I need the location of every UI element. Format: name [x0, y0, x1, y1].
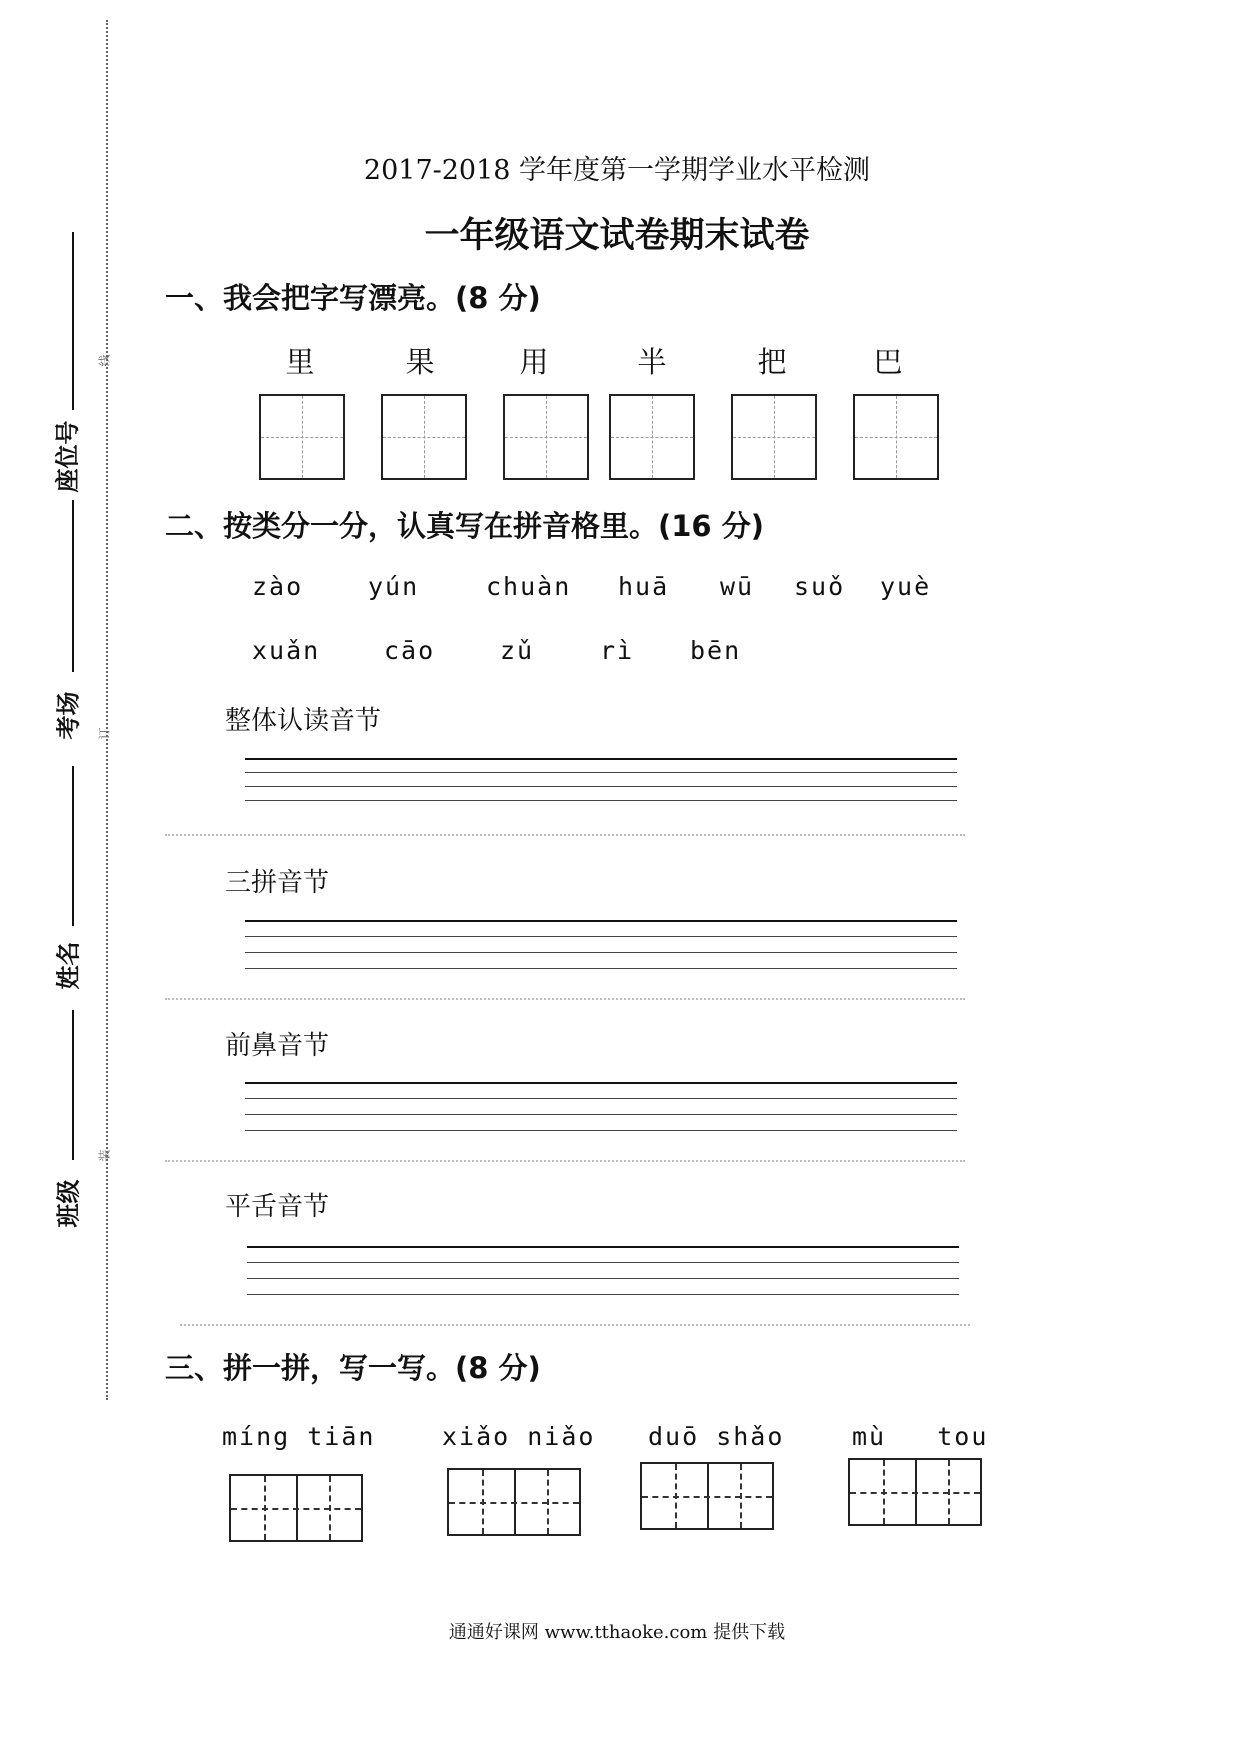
dotted-divider — [165, 834, 965, 836]
category-label: 前鼻音节 — [225, 1031, 330, 1061]
writing-grid-box[interactable] — [853, 394, 939, 480]
pinyin-syllable: huā — [618, 572, 670, 601]
writing-grid-box[interactable] — [259, 394, 345, 480]
dotted-divider — [165, 998, 965, 1000]
word-writing-grid[interactable] — [229, 1474, 363, 1542]
writing-grid-box[interactable] — [503, 394, 589, 480]
pinyin-syllable: chuàn — [486, 572, 572, 601]
footer-text: 通通好课网 www.tthaoke.com 提供下载 — [448, 1622, 786, 1643]
pinyin-word: míng tiān — [222, 1422, 376, 1451]
pinyin-writing-lines[interactable] — [245, 920, 957, 976]
pinyin-word: xiǎo niǎo — [442, 1422, 596, 1451]
pinyin-syllable: yún — [368, 572, 420, 601]
pinyin-writing-lines[interactable] — [247, 1246, 959, 1302]
dotted-divider — [180, 1324, 970, 1326]
category-label: 整体认读音节 — [225, 706, 382, 736]
exam-room-line — [72, 500, 74, 672]
name-label: 姓名 — [54, 941, 83, 990]
name-line — [72, 766, 74, 926]
category-label: 三拼音节 — [225, 868, 330, 898]
seat-number-line — [72, 232, 74, 410]
char-label: 里 — [285, 345, 315, 379]
word-writing-grid[interactable] — [447, 1468, 581, 1536]
writing-grid-box[interactable] — [731, 394, 817, 480]
seat-number-label: 座位号 — [53, 420, 82, 493]
pinyin-syllable: yuè — [880, 572, 932, 601]
section1-heading: 一、我会把字写漂亮。(8 分) — [165, 281, 541, 315]
cut-mark-zhuang: 装 — [97, 1149, 112, 1162]
exam-subtitle: 2017-2018 学年度第一学期学业水平检测 — [363, 155, 871, 186]
dotted-divider — [165, 1160, 965, 1162]
pinyin-syllable: wū — [720, 572, 755, 601]
word-writing-grid[interactable] — [848, 1458, 982, 1526]
category-label: 平舌音节 — [225, 1192, 330, 1222]
pinyin-writing-lines[interactable] — [245, 758, 957, 814]
pinyin-syllable: xuǎn — [252, 636, 321, 665]
section2-heading: 二、按类分一分，认真写在拼音格里。(16 分) — [165, 509, 764, 543]
pinyin-syllable: rì — [600, 636, 635, 665]
pinyin-writing-lines[interactable] — [245, 1082, 957, 1138]
char-label: 巴 — [873, 345, 903, 379]
char-label: 用 — [519, 345, 549, 379]
pinyin-syllable: cāo — [384, 636, 436, 665]
pinyin-syllable: zǔ — [500, 636, 535, 665]
class-line — [72, 1010, 74, 1160]
char-label: 果 — [405, 345, 435, 379]
cut-mark-ding: 订 — [97, 727, 112, 740]
pinyin-word: mù tou — [852, 1422, 989, 1451]
pinyin-syllable: suǒ — [794, 572, 846, 601]
section3-heading: 三、拼一拼，写一写。(8 分) — [165, 1351, 541, 1385]
char-label: 把 — [757, 345, 787, 379]
class-label: 班级 — [54, 1179, 83, 1228]
exam-room-label: 考场 — [54, 691, 83, 740]
pinyin-word: duō shǎo — [648, 1422, 785, 1451]
writing-grid-box[interactable] — [381, 394, 467, 480]
pinyin-syllable: bēn — [690, 636, 742, 665]
writing-grid-box[interactable] — [609, 394, 695, 480]
char-label: 半 — [637, 345, 667, 379]
exam-title: 一年级语文试卷期末试卷 — [424, 216, 810, 256]
word-writing-grid[interactable] — [640, 1462, 774, 1530]
cut-mark-xian: 线 — [97, 354, 112, 367]
pinyin-syllable: zào — [252, 572, 304, 601]
